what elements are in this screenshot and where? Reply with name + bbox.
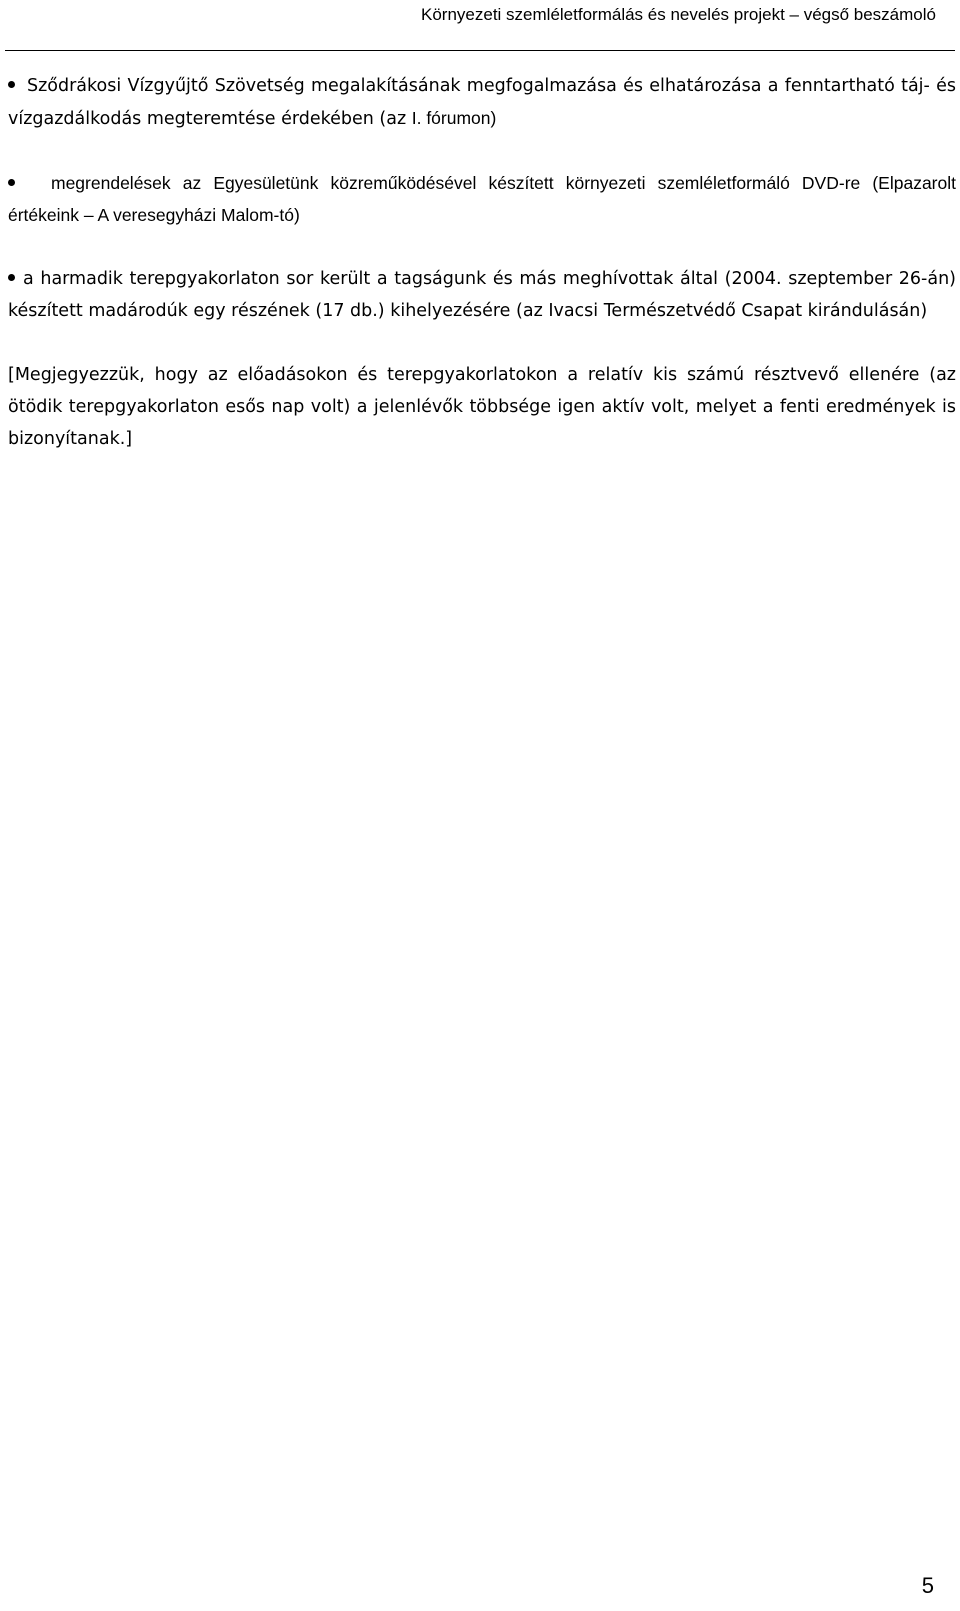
- list-item: [8, 167, 956, 231]
- bullet-icon: [8, 81, 15, 88]
- list-item-text-sans: I. fórumon): [411, 108, 497, 128]
- document-body: [8, 70, 956, 487]
- page-number: 5: [921, 1573, 934, 1598]
- header-rule: [5, 50, 955, 51]
- bullet-icon: [8, 274, 15, 281]
- list-item-text: megrendelések az Egyesületünk közreműködésével készített környezeti szemléletformáló DVD-re (Elpazarolt értékeink – A veresegyházi Malom-tó): [8, 173, 956, 225]
- running-header: Környezeti szemléletformálás és nevelés projekt – végső beszámoló: [421, 5, 936, 24]
- list-item-text: Sződrákosi Vízgyűjtő Szövetség megalakításának megfogalmazása és elhatározása a fenntartható táj- és vízgazdálkodás megteremtése érdekében (az: [8, 76, 956, 129]
- list-item: [8, 70, 956, 135]
- note-paragraph: [Megjegyezzük, hogy az előadásokon és terepgyakorlatokon a relatív kis számú résztvevő ellenére (az ötödik terepgyakorlaton esős nap volt) a jelenlévők többsége igen aktív volt, melyet a fenti eredmények is bizonyítanak.]: [8, 365, 956, 449]
- list-item-text: a harmadik terepgyakorlaton sor került a tagságunk és más meghívottak által (2004. szeptember 26-án) készített madárodúk egy részének (17 db.) kihelyezésére (az Ivacsi Természetvédő Csapat kirándulásán): [8, 269, 956, 321]
- bullet-icon: [8, 179, 15, 186]
- list-item: [8, 263, 956, 327]
